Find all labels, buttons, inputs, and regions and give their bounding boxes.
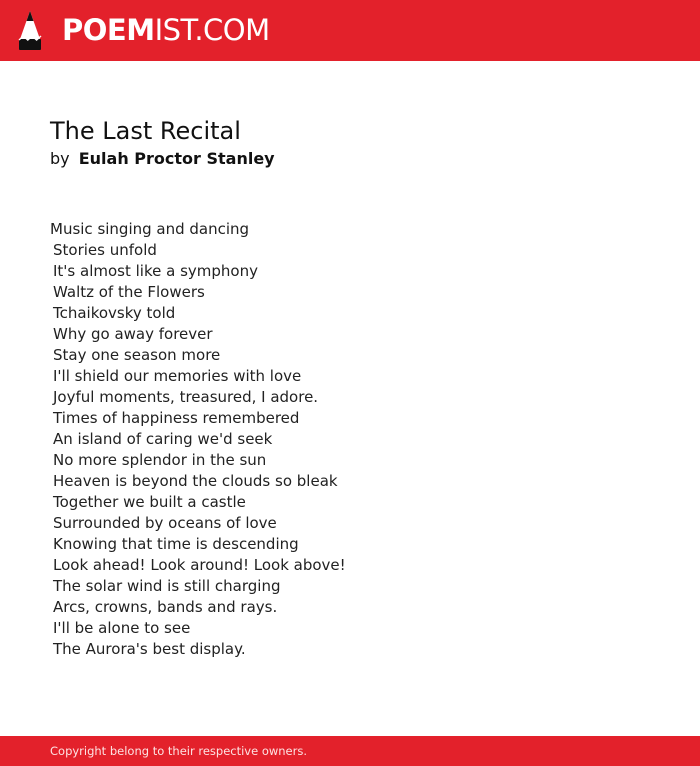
poem-line: Music singing and dancing [50,220,250,238]
brand-light-text: IST.COM [154,13,270,47]
site-footer [0,736,700,766]
site-logo-text[interactable] [62,13,270,47]
byline [50,149,275,169]
poem-line: Look ahead! Look around! Look above! [53,556,346,574]
copyright-notice: Copyright belong to their respective owners. [50,744,308,758]
author-name: Eulah Proctor Stanley [78,149,275,168]
poem-line: Times of happiness remembered [53,409,300,427]
poem-line: Stay one season more [53,346,221,364]
poem-body [50,219,346,660]
poem-line: No more splendor in the sun [53,451,267,469]
site-header [0,0,700,61]
poem-title: The Last Recital [50,117,241,145]
poem-line: Tchaikovsky told [53,304,176,322]
poem-line: Heaven is beyond the clouds so bleak [53,472,338,490]
poem-line: Stories unfold [53,241,157,259]
pencil-tip-icon[interactable] [16,9,44,51]
by-label: by [50,149,70,168]
poem-line: Knowing that time is descending [53,535,299,553]
poem-line: I'll be alone to see [53,619,191,637]
poem-line: Surrounded by oceans of love [53,514,277,532]
poem-line: Together we built a castle [53,493,246,511]
poem-line: I'll shield our memories with love [53,367,302,385]
poem-line: Why go away forever [53,325,213,343]
poem-line: Waltz of the Flowers [53,283,205,301]
poem-line: The Aurora's best display. [53,640,246,658]
poem-line: The solar wind is still charging [53,577,281,595]
poem-line: Arcs, crowns, bands and rays. [53,598,278,616]
brand-bold-text: POEM [62,13,155,47]
poem-line: Joyful moments, treasured, I adore. [53,388,319,406]
poem-line: An island of caring we'd seek [53,430,273,448]
poem-line: It's almost like a symphony [53,262,258,280]
